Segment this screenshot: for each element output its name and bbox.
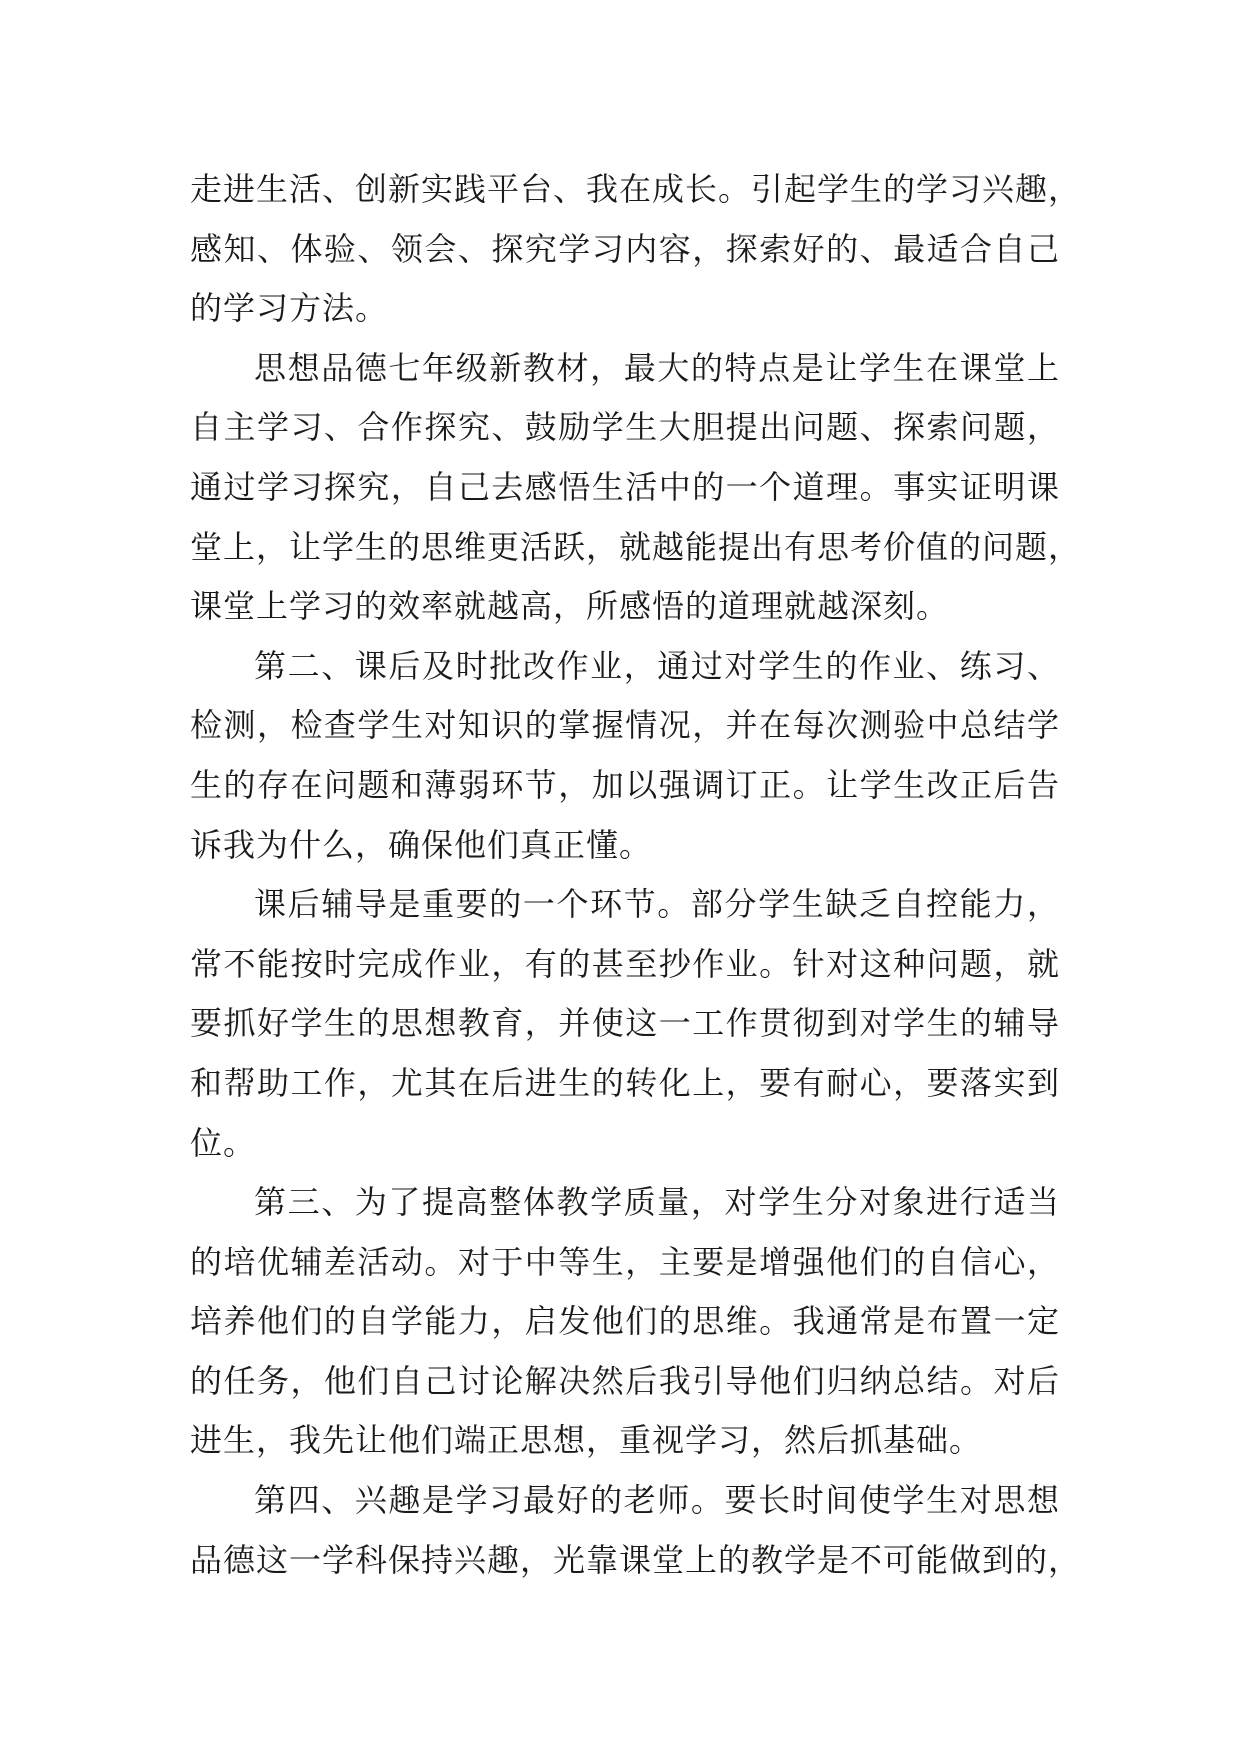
text-line: 通过学习探究，自己去感悟生活中的一个道理。事实证明课 bbox=[190, 467, 1060, 506]
text-line: 位。 bbox=[190, 1123, 257, 1162]
text-line: 思想品德七年级新教材，最大的特点是让学生在课堂上 bbox=[254, 348, 1060, 387]
text-line: 和帮助工作，尤其在后进生的转化上，要有耐心，要落实到 bbox=[190, 1063, 1060, 1102]
text-line: 的任务，他们自己讨论解决然后我引导他们归纳总结。对后 bbox=[190, 1361, 1060, 1400]
text-line: 要抓好学生的思想教育，并使这一工作贯彻到对学生的辅导 bbox=[190, 1004, 1060, 1043]
text-line: 诉我为什么，确保他们真正懂。 bbox=[190, 825, 653, 864]
text-line: 的学习方法。 bbox=[190, 289, 389, 328]
text-line: 堂上，让学生的思维更活跃，就越能提出有思考价值的问题， bbox=[190, 527, 1082, 566]
text-line: 自主学习、合作探究、鼓励学生大胆提出问题、探索问题， bbox=[190, 408, 1060, 447]
text-line: 的培优辅差活动。对于中等生，主要是增强他们的自信心， bbox=[190, 1242, 1060, 1281]
text-line: 课后辅导是重要的一个环节。部分学生缺乏自控能力， bbox=[254, 885, 1060, 924]
text-line: 常不能按时完成作业，有的甚至抄作业。针对这种问题，就 bbox=[190, 944, 1060, 983]
text-line: 进生，我先让他们端正思想，重视学习，然后抓基础。 bbox=[190, 1421, 983, 1460]
text-line: 品德这一学科保持兴趣，光靠课堂上的教学是不可能做到的， bbox=[190, 1540, 1082, 1579]
text-line: 课堂上学习的效率就越高，所感悟的道理就越深刻。 bbox=[190, 587, 950, 626]
text-line: 第三、为了提高整体教学质量，对学生分对象进行适当 bbox=[254, 1183, 1060, 1222]
text-line: 感知、体验、领会、探究学习内容，探索好的、最适合自己 bbox=[190, 229, 1060, 268]
text-line: 培养他们的自学能力，启发他们的思维。我通常是布置一定 bbox=[190, 1302, 1060, 1341]
text-line: 检测，检查学生对知识的掌握情况，并在每次测验中总结学 bbox=[190, 706, 1060, 745]
text-line: 第二、课后及时批改作业，通过对学生的作业、练习、 bbox=[254, 646, 1060, 685]
document-body bbox=[190, 160, 1082, 1590]
text-line: 走进生活、创新实践平台、我在成长。引起学生的学习兴趣， bbox=[190, 170, 1082, 208]
text-line: 第四、兴趣是学习最好的老师。要长时间使学生对思想 bbox=[254, 1481, 1060, 1520]
text-line: 生的存在问题和薄弱环节，加以强调订正。让学生改正后告 bbox=[190, 765, 1060, 804]
